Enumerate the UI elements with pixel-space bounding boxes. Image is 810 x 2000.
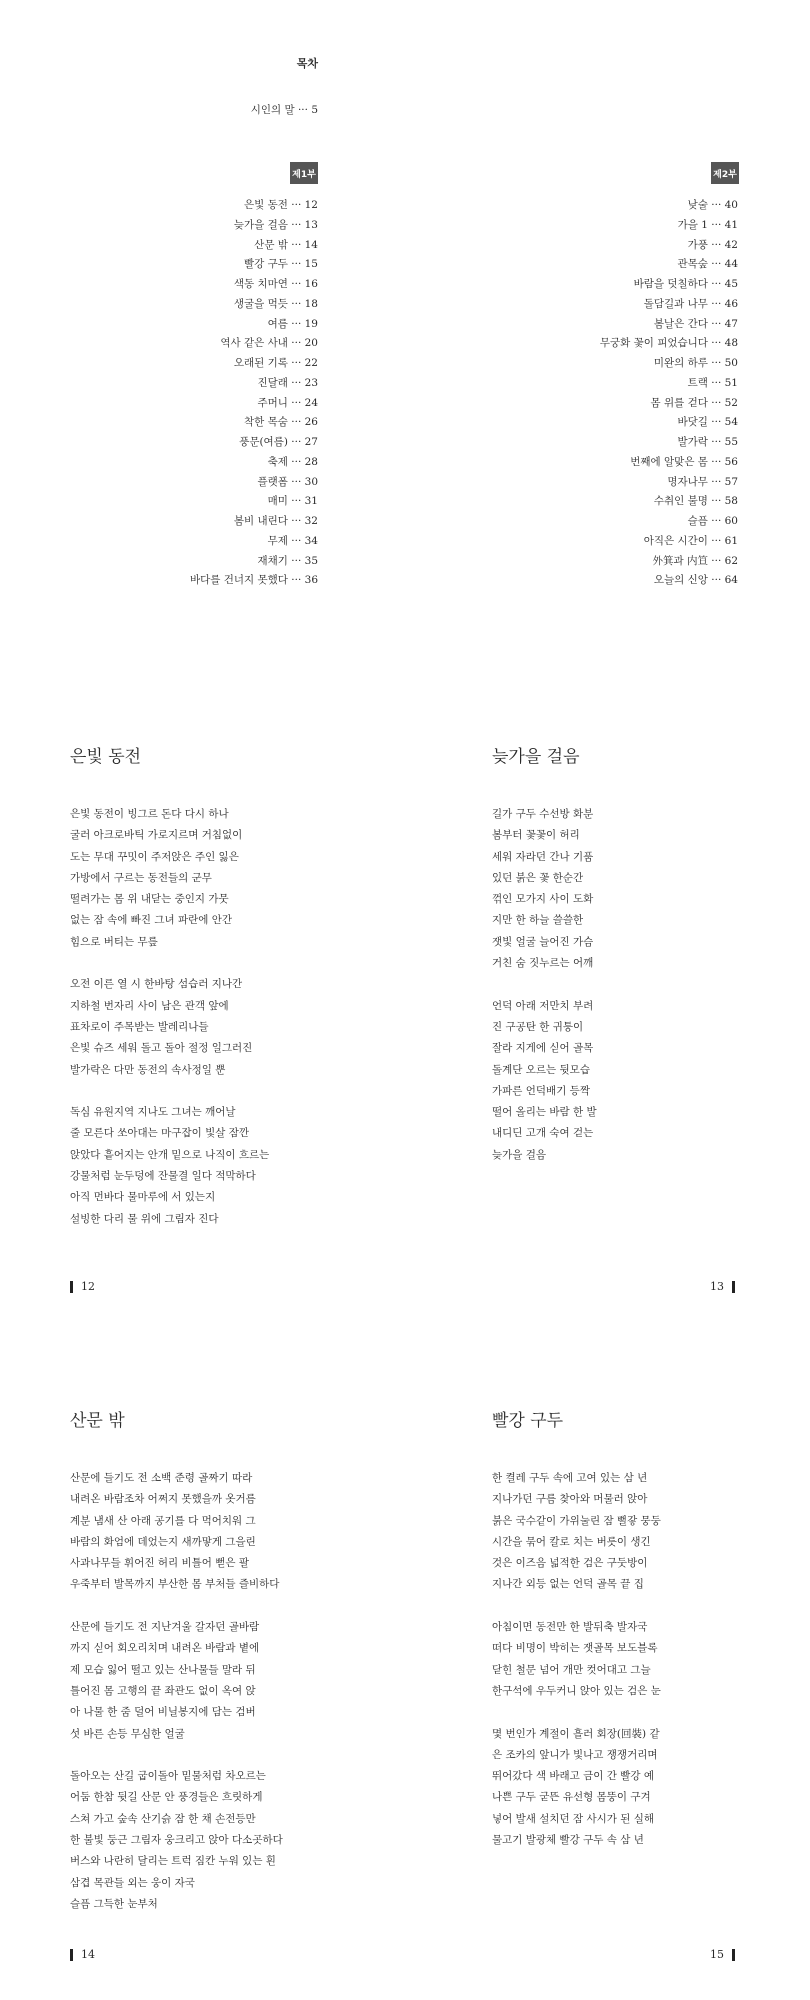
toc-entry[interactable]: 착한 목숨 ··· 26 [244,416,318,429]
poem-line: 가파른 언덕배기 등짝 [492,1084,590,1097]
toc-entry[interactable]: 관목숲 ··· 44 [677,258,738,271]
page-number-text: 13 [710,1280,724,1293]
toc-entry[interactable]: 축제 ··· 28 [267,455,318,468]
toc-entry[interactable]: 빨강 구두 ··· 15 [244,258,318,271]
toc-entry[interactable]: 바다를 건너지 못했다 ··· 36 [189,574,318,587]
poem-line: 어둠 한참 뒷길 산문 안 풍경들은 흐릿하게 [70,1791,263,1804]
stanza [70,1617,283,1745]
poem-line: 떠다 비명이 박히는 잿골목 보도블록 [492,1642,658,1655]
stanza [492,1617,661,1702]
toc-entry[interactable]: 역사 같은 사내 ··· 20 [220,337,318,350]
poem-line: 한 켤레 구두 속에 고여 있는 삼 년 [492,1472,648,1484]
stanza [70,1102,269,1230]
toc-entry[interactable]: 슬픔 ··· 60 [687,515,738,527]
toc-entry[interactable]: 봄날은 간다 ··· 47 [653,317,738,330]
poem-title: 은빛 동전 [70,747,142,767]
poem-line: 없는 잠 속에 빠진 그녀 파란에 안간 [70,914,233,927]
poem-line: 버스와 나란히 달리는 트럭 짐칸 누워 있는 흰 [70,1855,276,1868]
poem-line: 돌아오는 산길 굽이돌아 밑물처럼 차오르는 [70,1770,266,1783]
poem-line: 바람의 화엄에 데었는지 새까맣게 그을린 [70,1535,256,1548]
poem-line: 앉았다 흩어지는 안개 밑으로 나직이 흐르는 [70,1148,270,1161]
poem-line: 거친 숨 짓누르는 어깨 [492,957,594,970]
poem-title: 늦가을 걸음 [492,747,580,767]
poem-line: 오전 이른 열 시 한바탕 섬습러 지나간 [70,978,243,991]
poem-line: 섯 바른 손등 무심한 얼굴 [70,1727,185,1740]
part2-badge: 제2부 [711,162,739,184]
toc-prologue: 시인의 말 ··· 5 [250,104,318,116]
poem-line: 지나가던 구름 찾아와 머물러 앉아 [492,1493,648,1506]
toc-part2-list [560,196,738,591]
toc-entry[interactable]: 풍문(여름) ··· 27 [239,436,318,448]
poem-line: 발가락은 다만 동전의 속사정일 뿐 [70,1063,226,1076]
page-number [710,1280,735,1293]
poem-line: 한구석에 우두커니 앉아 있는 검은 눈 [492,1684,661,1697]
stanza [70,804,269,953]
toc-title: 목차 [296,57,318,70]
poem-line: 지나간 외등 없는 언덕 골목 끝 집 [492,1578,644,1591]
toc-entry[interactable]: 플랫폼 ··· 30 [257,475,318,488]
toc-entry[interactable]: 수취인 불명 ··· 58 [653,495,738,508]
poem-line: 독심 유원지역 지나도 그녀는 깨어날 [70,1106,236,1119]
poem-body [70,1468,283,1937]
poem-line: 제 모습 잃어 떨고 있는 산나물들 말라 뒤 [70,1663,256,1676]
page-marker-bar [732,1281,735,1293]
page-number-text: 14 [81,1948,95,1961]
toc-entry[interactable]: 은빛 동전 ··· 12 [244,199,318,211]
poem-line: 넣어 발새 설치던 잠 사시가 된 실해 [492,1812,655,1825]
toc-entry[interactable]: 바닷길 ··· 54 [677,416,738,429]
stanza [70,974,269,1080]
toc-entry[interactable]: 몸 위를 걷다 ··· 52 [650,396,738,409]
poem-body [492,1468,661,1873]
poem-line: 슬픔 그득한 눈부처 [70,1897,158,1910]
part1-badge: 제1부 [290,162,318,184]
poem-body [492,804,597,1187]
toc-part1-list [150,196,318,591]
poem-line: 아침이면 동전만 한 발뒤축 발자국 [492,1621,648,1634]
poem-line: 떨려가는 몸 위 내닫는 중인지 가뭇 [70,893,229,906]
poem-line: 꺾인 모가지 사이 도화 [492,893,594,906]
toc-entry[interactable]: 발가락 ··· 55 [677,436,738,448]
page-marker-bar [70,1281,73,1293]
poem-line: 것은 이즈음 넓적한 검은 구둣방이 [492,1557,648,1570]
stanza [492,804,597,974]
poem-line: 길가 구두 수선방 화분 [492,808,594,820]
poem-line: 사과나무들 휘어진 허리 비틀어 뻗은 팔 [70,1557,249,1570]
page-marker-bar [70,1949,73,1961]
stanza [70,1468,283,1596]
poem-title: 산문 밖 [70,1411,125,1431]
stanza [70,1766,283,1915]
toc-entry[interactable]: 무궁화 꽃이 피었습니다 ··· 48 [599,337,738,350]
toc-entry[interactable]: 명자나무 ··· 57 [667,475,738,488]
poem-line: 줄 모른다 쏘아대는 마구잡이 빛살 잠깐 [70,1127,249,1140]
poem-line: 설빙한 다리 물 위에 그림자 진다 [70,1212,219,1225]
poem-line: 붉은 국수같이 가위눌린 잠 뻘갛 뭉둥 [492,1514,661,1527]
poem-line: 표차로이 주목받는 발레리나들 [70,1020,209,1033]
poem-line: 강물처럼 눈두덩에 잔물결 일다 적막하다 [70,1170,256,1183]
poem-line: 봄부터 꽃꽃이 허리 [492,829,580,842]
toc-entry[interactable]: 트랙 ··· 51 [687,376,738,389]
poem-line: 한 불빛 둥근 그림자 웅크리고 앉아 다소곳하다 [70,1834,283,1847]
toc-entry[interactable]: 주머니 ··· 24 [257,396,318,409]
poem-line: 나쁜 구두 굳뜬 유선형 몸뚱이 구겨 [492,1791,651,1804]
poem-line: 은빛 슈즈 세워 돌고 돌아 절정 일그러진 [70,1042,253,1055]
poem-line: 있던 붉은 꽃 한순간 [492,871,584,884]
page-marker-bar [732,1949,735,1961]
poem-line: 진 구공탄 한 귀퉁이 [492,1020,584,1033]
poem-line: 스쳐 가고 숲속 산기슭 잠 한 채 손전등만 [70,1812,256,1825]
page-number [70,1280,95,1293]
toc-entry[interactable]: 바람을 덧칠하다 ··· 45 [633,278,738,290]
toc-entry[interactable]: 봄비 내린다 ··· 32 [233,515,318,527]
poem-line: 잘라 지게에 싣어 골목 [492,1042,594,1055]
poem-title: 빨강 구두 [492,1411,564,1431]
toc-entry[interactable]: 무제 ··· 34 [267,534,318,547]
toc-entry[interactable]: 돌담길과 나무 ··· 46 [643,297,738,310]
toc-entry[interactable]: 오래된 기록 ··· 22 [233,357,318,369]
poem-line: 잿빛 얼굴 늘어진 가슴 [492,935,594,948]
poem-body [70,804,269,1251]
poem-line: 계분 냄새 산 아래 공기를 다 먹어치워 그 [70,1514,256,1527]
page-number-text: 12 [81,1280,95,1293]
toc-entry[interactable]: 오늘의 신앙 ··· 64 [653,574,738,587]
page-number-text: 15 [710,1948,724,1961]
toc-entry[interactable]: 낮술 ··· 40 [687,199,738,211]
poem-line: 은빛 동전이 빙그르 돈다 다시 하나 [70,808,229,820]
poem-line: 틀어진 몸 고행의 끝 좌관도 없이 옥여 앉 [70,1684,256,1697]
poem-line: 몇 번인가 계절이 흘러 회장(回裝) 같 [492,1727,660,1740]
page-number [70,1948,95,1961]
poem-line: 우죽부터 발목까지 부산한 몸 부처들 즐비하다 [70,1578,280,1591]
poem-line: 시간을 묶어 칼로 치는 버릇이 생긴 [492,1535,651,1548]
toc-entry[interactable]: 外箕과 内笪 ··· 62 [652,554,738,567]
toc-entry[interactable]: 산문 밖 ··· 14 [254,238,318,251]
toc-entry[interactable]: 가을 1 ··· 41 [677,218,738,231]
toc-entry[interactable]: 아직은 시간이 ··· 61 [643,534,738,547]
toc-entry[interactable]: 생굴을 먹듯 ··· 18 [233,297,318,310]
poem-line: 뛰어갔다 색 바래고 금이 간 빨강 예 [492,1770,655,1783]
poem-line: 세워 자라던 간나 기품 [492,850,594,863]
poem-line: 도는 무대 꾸밋이 주저앉은 주인 잃은 [70,850,239,863]
poem-line: 가방에서 구르는 동전들의 군무 [70,871,212,884]
stanza [492,996,597,1166]
toc-entry[interactable]: 미완의 하루 ··· 50 [653,357,738,369]
toc-entry[interactable]: 매미 ··· 31 [267,495,318,508]
poem-line: 까지 싣어 회오리치며 내려온 바람과 볕에 [70,1642,260,1655]
poem-line: 삼겹 목관들 외는 웅이 자국 [70,1876,195,1889]
poem-line: 물고기 발광체 빨강 구두 속 삼 년 [492,1834,644,1847]
poem-line: 닫힌 철문 넘어 개만 컷어대고 그늘 [492,1663,651,1676]
toc-entry[interactable]: 번째에 알맞은 몸 ··· 56 [630,455,738,468]
toc-entry[interactable]: 여름 ··· 19 [267,317,318,330]
toc-entry[interactable]: 색동 치마연 ··· 16 [233,278,318,290]
poem-line: 산문에 들기도 전 지난겨울 갈자던 골바람 [70,1621,260,1634]
poem-line: 언덕 아래 저만치 부려 [492,999,594,1012]
poem-line: 지하철 번자리 사이 남은 관객 앞에 [70,999,229,1012]
stanza [492,1724,661,1852]
toc-entry[interactable]: 재채기 ··· 35 [257,554,318,567]
poem-line: 굴러 아크로바틱 가로지르며 거침없이 [70,829,243,842]
poem-line: 내디딘 고개 숙여 걷는 [492,1127,594,1140]
poem-line: 아직 먼바다 물마루에 서 있는지 [70,1191,216,1204]
poem-line: 내려온 바람조차 어쩌지 못했을까 옷거름 [70,1493,256,1506]
poem-line: 떨어 올리는 바람 한 발 [492,1106,597,1119]
toc-entry[interactable]: 진달래 ··· 23 [257,376,318,389]
stanza [492,1468,661,1596]
poem-line: 늦가을 걸음 [492,1148,547,1161]
page-number [710,1948,735,1961]
toc-entry[interactable]: 늦가을 걸음 ··· 13 [233,218,318,231]
poem-line: 지만 한 하늘 쓸쓸한 [492,914,584,927]
poem-line: 돌계단 오르는 뒷모습 [492,1063,590,1076]
poem-line: 아 나물 한 줌 덜어 비닐봉지에 담는 검버 [70,1706,256,1719]
toc-entry[interactable]: 가풍 ··· 42 [687,238,738,251]
poem-line: 은 조카의 앞니가 빛나고 쟁쟁거리며 [492,1748,658,1761]
poem-line: 힘으로 버티는 무릎 [70,935,158,948]
poem-line: 산문에 들기도 전 소백 준령 골짜기 따라 [70,1472,253,1484]
